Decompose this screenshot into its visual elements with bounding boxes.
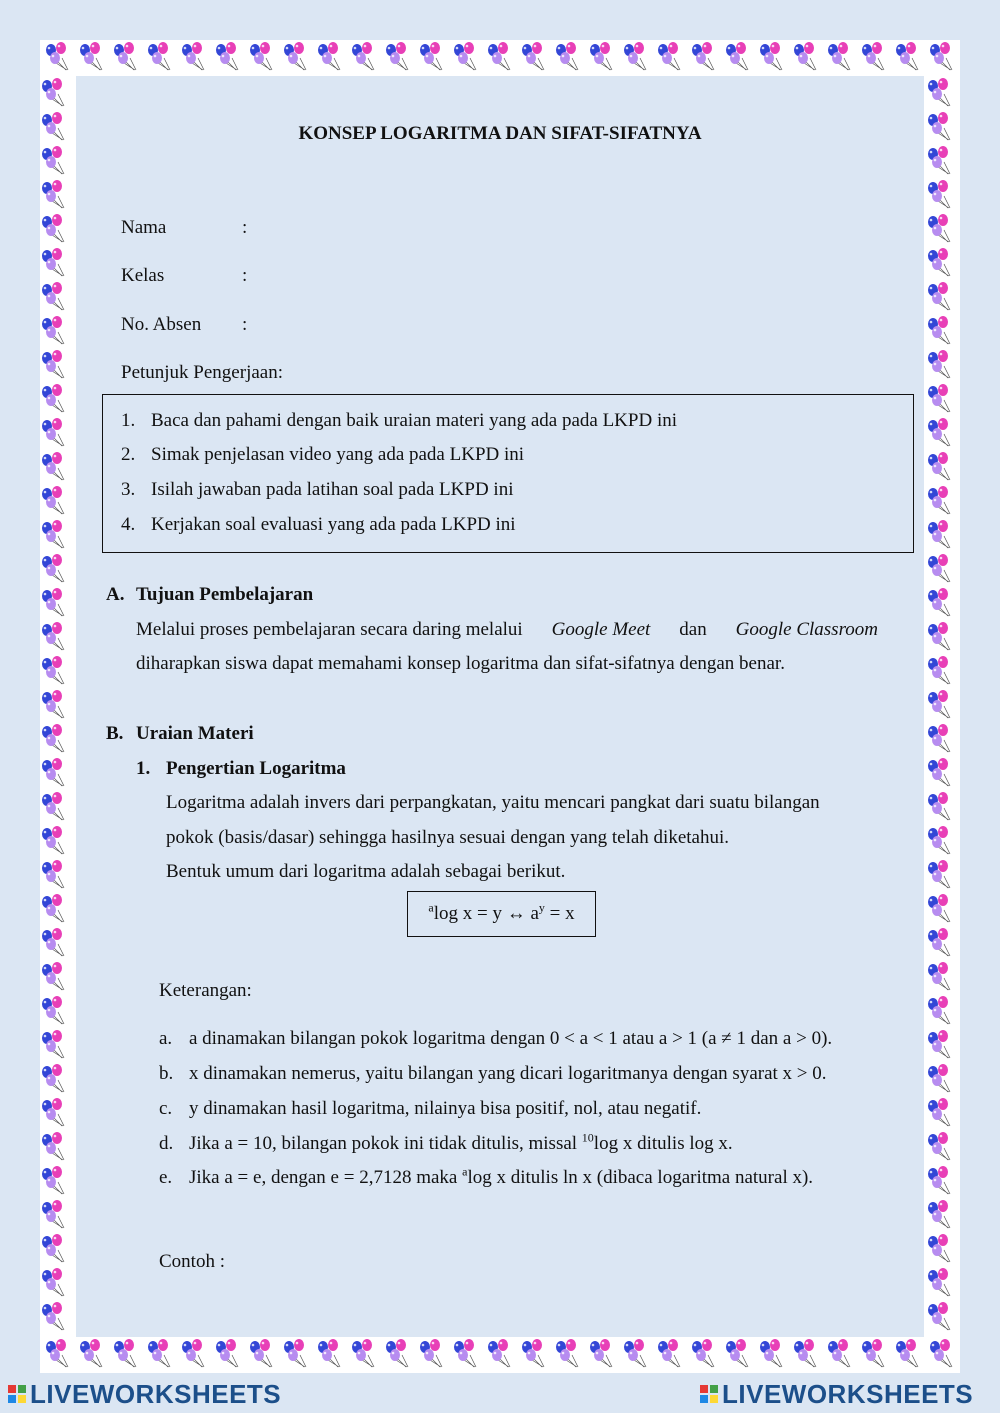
section-a-line2: diharapkan siswa dapat memahami konsep logaritma dan sifat-sifatnya dengan benar.	[136, 653, 785, 674]
formula-part1: log x = y ↔ a	[433, 903, 539, 924]
balloon-icon	[928, 894, 950, 922]
balloon-icon	[930, 1339, 952, 1367]
balloon-icon	[828, 1339, 850, 1367]
keterangan-letter: d.	[159, 1133, 174, 1154]
keterangan-text: Jika a = 10, bilangan pokok ini tidak ditulis, missal	[189, 1133, 582, 1154]
balloon-icon	[42, 486, 64, 514]
class-label: Kelas	[121, 265, 165, 286]
balloon-icon	[556, 42, 578, 70]
section-b-heading: Uraian Materi	[136, 723, 254, 744]
balloon-icon	[420, 1339, 442, 1367]
balloon-icon	[80, 42, 102, 70]
keterangan-text: Jika a = e, dengan e = 2,7128 maka	[189, 1167, 463, 1188]
balloon-icon	[318, 1339, 340, 1367]
balloon-icon	[726, 42, 748, 70]
keterangan-heading: Keterangan:	[159, 980, 252, 1001]
balloon-icon	[216, 1339, 238, 1367]
definition-line2: pokok (basis/dasar) sehingga hasilnya sesuai dengan yang telah diketahui.	[166, 827, 729, 848]
google-meet-text: Google Meet	[551, 619, 651, 640]
balloon-icon	[250, 1339, 272, 1367]
instruction-item: Simak penjelasan video yang ada pada LKPD ini	[151, 444, 525, 465]
balloon-icon	[42, 1302, 64, 1330]
balloon-icon	[760, 42, 782, 70]
brand-text: LIVEWORKSHEETS	[30, 1378, 282, 1409]
instruction-item: Isilah jawaban pada latihan soal pada LKPD ini	[151, 479, 514, 500]
balloon-icon	[42, 1268, 64, 1296]
definition-line1: Logaritma adalah invers dari perpangkatan, yaitu mencari pangkat dari suatu bilangan	[166, 792, 820, 813]
keterangan-sup: 10	[581, 1130, 594, 1145]
balloon-icon	[928, 1200, 950, 1228]
balloon-icon	[692, 1339, 714, 1367]
balloon-icon	[862, 42, 884, 70]
balloon-icon	[928, 520, 950, 548]
balloon-icon	[928, 1302, 950, 1330]
section-b-letter: B.	[106, 723, 124, 744]
keterangan-item: x dinamakan nemerus, yaitu bilangan yang dicari logaritmanya dengan syarat x > 0.	[189, 1063, 827, 1084]
balloon-icon	[284, 42, 306, 70]
keterangan-letter: a.	[159, 1028, 173, 1049]
balloon-icon	[896, 42, 918, 70]
keterangan-item	[189, 1132, 733, 1156]
balloon-icon	[928, 1098, 950, 1126]
balloon-icon	[42, 588, 64, 616]
balloon-icon	[42, 452, 64, 480]
balloon-icon	[760, 1339, 782, 1367]
liveworksheets-logo-icon	[8, 1385, 26, 1403]
balloon-icon	[42, 520, 64, 548]
balloon-icon	[250, 42, 272, 70]
section-a-line1	[136, 618, 878, 642]
balloon-icon	[488, 42, 510, 70]
balloon-icon	[928, 248, 950, 276]
balloon-icon	[928, 1234, 950, 1262]
balloon-icon	[794, 1339, 816, 1367]
balloon-icon	[386, 42, 408, 70]
liveworksheets-logo-icon	[700, 1385, 718, 1403]
balloon-icon	[930, 42, 952, 70]
name-colon: :	[242, 217, 248, 238]
balloon-icon	[624, 42, 646, 70]
balloon-icon	[386, 1339, 408, 1367]
balloon-icon	[928, 282, 950, 310]
balloon-icon	[928, 316, 950, 344]
keterangan-letter: c.	[159, 1098, 173, 1119]
section-a-letter: A.	[106, 584, 125, 605]
keterangan-text: log x ditulis ln x (dibaca logaritma natural x).	[467, 1167, 814, 1188]
footer-brand-right[interactable]	[700, 1378, 974, 1409]
instruction-number: 2.	[121, 444, 136, 465]
contoh-label: Contoh :	[159, 1251, 225, 1272]
balloon-icon	[658, 1339, 680, 1367]
worksheet-page	[76, 76, 924, 1337]
balloon-icon	[928, 588, 950, 616]
balloon-icon	[46, 42, 68, 70]
keterangan-item: y dinamakan hasil logaritma, nilainya bisa positif, nol, atau negatif.	[189, 1098, 702, 1119]
balloon-icon	[928, 452, 950, 480]
formula-part2: = x	[544, 903, 575, 924]
keterangan-text: log x ditulis log x.	[593, 1133, 733, 1154]
definition-line3: Bentuk umum dari logaritma adalah sebagai berikut.	[166, 861, 566, 882]
balloon-icon	[928, 112, 950, 140]
balloon-icon	[42, 928, 64, 956]
balloon-icon	[928, 656, 950, 684]
balloon-icon	[148, 42, 170, 70]
balloon-icon	[352, 42, 374, 70]
balloon-icon	[352, 1339, 374, 1367]
balloon-icon	[488, 1339, 510, 1367]
balloon-icon	[42, 758, 64, 786]
balloon-icon	[42, 1030, 64, 1058]
balloon-icon	[284, 1339, 306, 1367]
balloon-icon	[42, 316, 64, 344]
balloon-icon	[928, 996, 950, 1024]
formula-box	[407, 891, 596, 937]
section-a-text: dan	[679, 619, 707, 640]
balloon-icon	[928, 962, 950, 990]
balloon-icon	[114, 1339, 136, 1367]
balloon-icon	[42, 384, 64, 412]
instruction-number: 1.	[121, 410, 136, 431]
balloon-icon	[522, 42, 544, 70]
balloon-icon	[692, 42, 714, 70]
google-classroom-text: Google Classroom	[735, 619, 878, 640]
name-label: Nama	[121, 217, 167, 238]
balloon-icon	[522, 1339, 544, 1367]
balloon-icon	[928, 146, 950, 174]
balloon-icon	[42, 248, 64, 276]
balloon-icon	[928, 350, 950, 378]
balloon-icon	[42, 996, 64, 1024]
balloon-icon	[42, 826, 64, 854]
balloon-icon	[928, 622, 950, 650]
balloon-icon	[590, 42, 612, 70]
balloon-icon	[42, 282, 64, 310]
absen-label: No. Absen	[121, 314, 202, 335]
balloon-icon	[454, 42, 476, 70]
balloon-icon	[420, 42, 442, 70]
balloon-icon	[80, 1339, 102, 1367]
balloon-icon	[42, 554, 64, 582]
instruction-number: 4.	[121, 514, 136, 535]
balloon-icon	[42, 112, 64, 140]
balloon-icon	[182, 1339, 204, 1367]
balloon-icon	[928, 214, 950, 242]
balloon-icon	[928, 1064, 950, 1092]
brand-text: LIVEWORKSHEETS	[722, 1378, 974, 1409]
instructions-heading: Petunjuk Pengerjaan:	[121, 362, 283, 383]
keterangan-sup: a	[462, 1164, 468, 1179]
balloon-icon	[42, 214, 64, 242]
balloon-icon	[216, 42, 238, 70]
balloon-icon	[42, 78, 64, 106]
formula-base: a	[428, 900, 434, 915]
balloon-icon	[42, 724, 64, 752]
balloon-icon	[928, 1030, 950, 1058]
balloon-icon	[658, 42, 680, 70]
balloon-icon	[896, 1339, 918, 1367]
balloon-icon	[46, 1339, 68, 1367]
balloon-icon	[42, 622, 64, 650]
balloon-icon	[928, 690, 950, 718]
balloon-icon	[928, 792, 950, 820]
subsection-number: 1.	[136, 758, 151, 779]
balloon-icon	[42, 1064, 64, 1092]
balloon-icon	[148, 1339, 170, 1367]
keterangan-item	[189, 1166, 813, 1190]
footer-brand-left[interactable]	[8, 1378, 282, 1409]
balloon-icon	[928, 758, 950, 786]
keterangan-letter: e.	[159, 1167, 173, 1188]
balloon-icon	[828, 42, 850, 70]
balloon-icon	[42, 894, 64, 922]
balloon-icon	[318, 42, 340, 70]
instruction-item: Kerjakan soal evaluasi yang ada pada LKPD ini	[151, 514, 516, 535]
balloon-icon	[928, 78, 950, 106]
balloon-icon	[454, 1339, 476, 1367]
balloon-icon	[42, 1200, 64, 1228]
balloon-icon	[42, 1132, 64, 1160]
balloon-icon	[42, 656, 64, 684]
balloon-icon	[42, 418, 64, 446]
balloon-icon	[928, 1268, 950, 1296]
balloon-icon	[114, 42, 136, 70]
absen-colon: :	[242, 314, 248, 335]
balloon-icon	[590, 1339, 612, 1367]
subsection-heading: Pengertian Logaritma	[166, 758, 346, 779]
balloon-icon	[726, 1339, 748, 1367]
balloon-icon	[42, 860, 64, 888]
instruction-number: 3.	[121, 479, 136, 500]
balloon-icon	[928, 928, 950, 956]
balloon-icon	[928, 724, 950, 752]
balloon-icon	[624, 1339, 646, 1367]
balloon-icon	[928, 1132, 950, 1160]
balloon-icon	[42, 180, 64, 208]
balloon-icon	[928, 418, 950, 446]
balloon-icon	[42, 962, 64, 990]
balloon-icon	[42, 1098, 64, 1126]
formula-exponent: y	[538, 900, 545, 915]
balloon-icon	[42, 690, 64, 718]
balloon-icon	[928, 180, 950, 208]
instruction-item: Baca dan pahami dengan baik uraian materi yang ada pada LKPD ini	[151, 410, 677, 431]
balloon-icon	[794, 42, 816, 70]
balloon-icon	[862, 1339, 884, 1367]
balloon-icon	[42, 1234, 64, 1262]
balloon-icon	[42, 792, 64, 820]
balloon-icon	[928, 486, 950, 514]
balloon-icon	[556, 1339, 578, 1367]
section-a-text: Melalui proses pembelajaran secara daring melalui	[136, 619, 523, 640]
balloon-icon	[928, 384, 950, 412]
balloon-icon	[928, 826, 950, 854]
page-title: KONSEP LOGARITMA DAN SIFAT-SIFATNYA	[298, 123, 702, 144]
balloon-icon	[42, 350, 64, 378]
keterangan-item: a dinamakan bilangan pokok logaritma dengan 0 < a < 1 atau a > 1 (a ≠ 1 dan a > 0).	[189, 1028, 833, 1049]
balloon-icon	[928, 1166, 950, 1194]
class-colon: :	[242, 265, 248, 286]
formula-text	[428, 900, 575, 925]
balloon-icon	[42, 146, 64, 174]
balloon-icon	[928, 860, 950, 888]
balloon-icon	[928, 554, 950, 582]
balloon-icon	[42, 1166, 64, 1194]
keterangan-letter: b.	[159, 1063, 174, 1084]
section-a-heading: Tujuan Pembelajaran	[136, 584, 314, 605]
balloon-icon	[182, 42, 204, 70]
